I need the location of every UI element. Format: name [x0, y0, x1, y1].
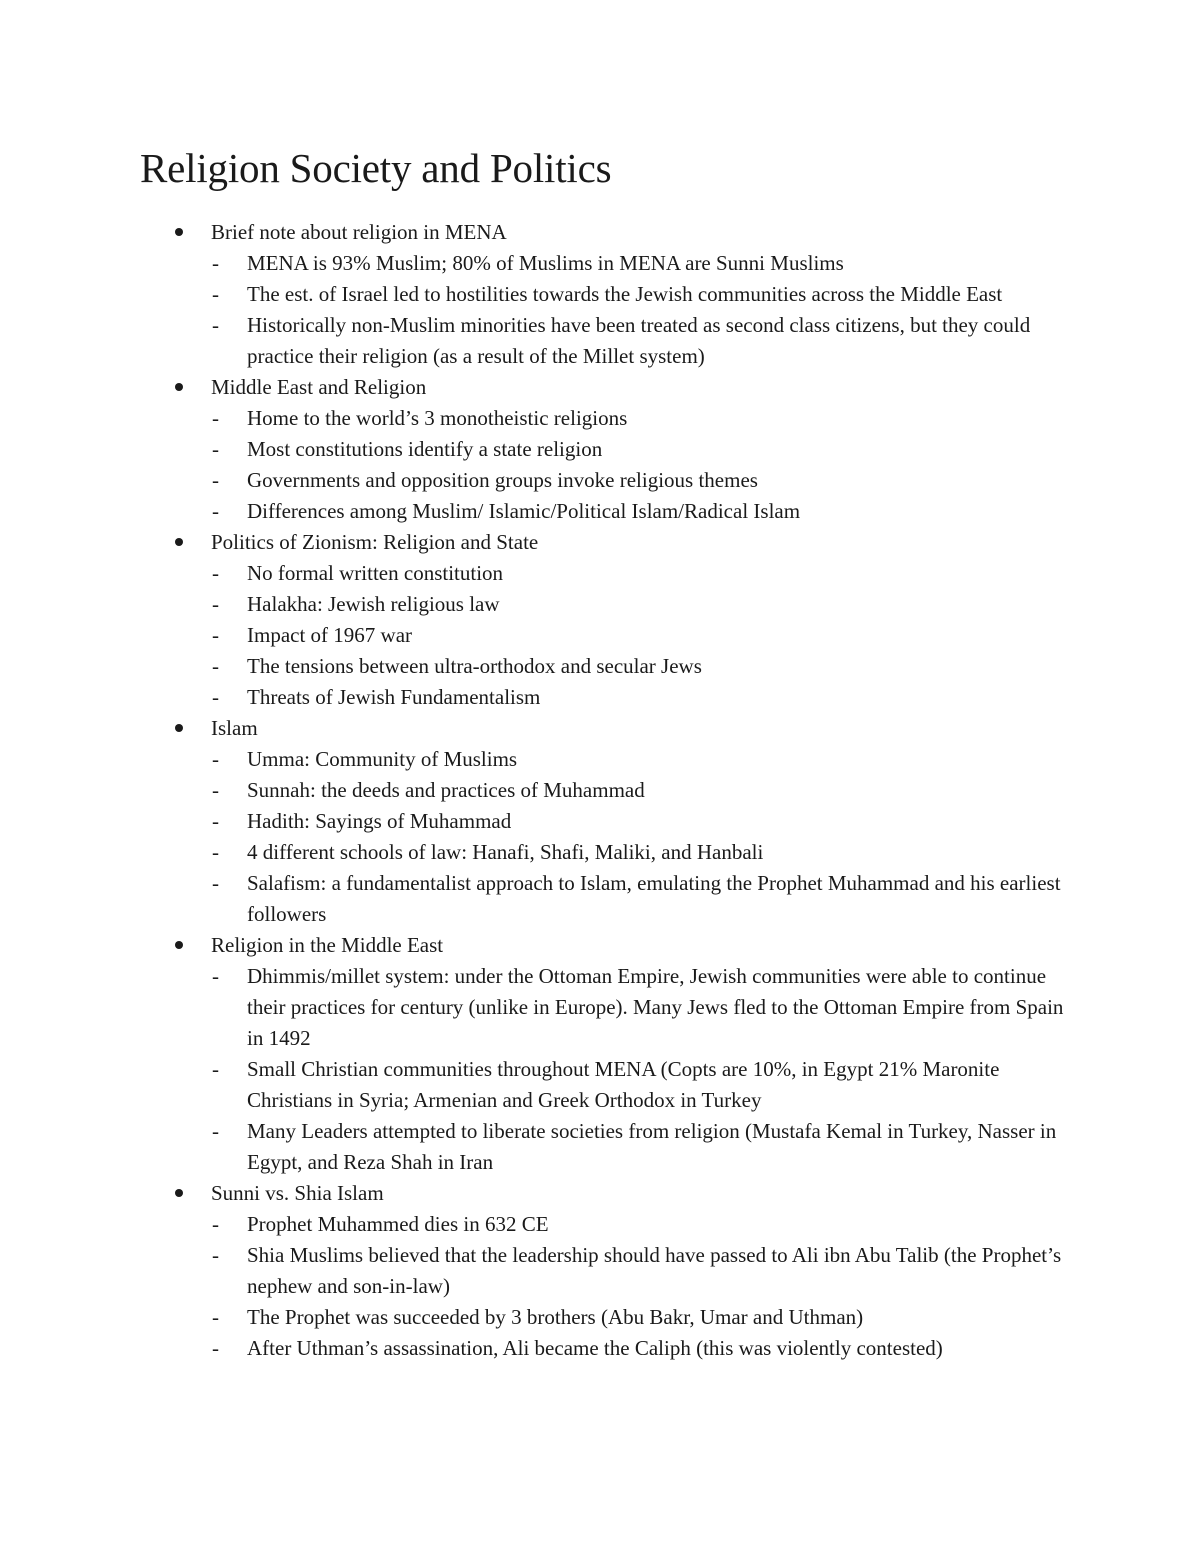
list-item-text: Many Leaders attempted to liberate societies from religion (Mustafa Kemal in Turkey, Nasser in Egypt, and Reza Shah in Iran — [247, 1119, 1057, 1174]
list-item — [0, 403, 1200, 434]
list-item — [0, 589, 1200, 620]
sub-list — [0, 403, 1200, 527]
list-item — [0, 868, 1200, 930]
list-item-text: MENA is 93% Muslim; 80% of Muslims in MENA are Sunni Muslims — [247, 251, 844, 275]
dash-bullet-icon: - — [212, 1336, 219, 1360]
list-item — [0, 744, 1200, 775]
list-item-text: Umma: Community of Muslims — [247, 747, 518, 771]
outline-section — [0, 930, 1200, 1178]
sub-list — [0, 248, 1200, 372]
section-heading: Middle East and Religion — [211, 375, 427, 399]
list-item — [0, 651, 1200, 682]
notes-outline — [0, 217, 1200, 1364]
section-heading-row — [0, 713, 1200, 744]
dash-bullet-icon: - — [212, 313, 219, 337]
list-item — [0, 682, 1200, 713]
dash-bullet-icon: - — [212, 623, 219, 647]
dash-bullet-icon: - — [212, 1243, 219, 1267]
dash-bullet-icon: - — [212, 406, 219, 430]
bullet-dot-icon — [175, 383, 183, 391]
dash-bullet-icon: - — [212, 499, 219, 523]
dash-bullet-icon: - — [212, 1057, 219, 1081]
section-heading: Politics of Zionism: Religion and State — [211, 530, 539, 554]
list-item-text: Salafism: a fundamentalist approach to Islam, emulating the Prophet Muhammad and his earliest followers — [247, 871, 1061, 926]
dash-bullet-icon: - — [212, 809, 219, 833]
page-title: Religion Society and Politics — [140, 145, 612, 191]
outline-section — [0, 1178, 1200, 1364]
list-item — [0, 1333, 1200, 1364]
list-item — [0, 1240, 1200, 1302]
outline-section — [0, 372, 1200, 527]
list-item — [0, 1302, 1200, 1333]
list-item — [0, 775, 1200, 806]
list-item-text: Historically non-Muslim minorities have been treated as second class citizens, but they could practice their religion (as a result of the Millet system) — [247, 313, 1031, 368]
sub-list — [0, 558, 1200, 713]
list-item — [0, 279, 1200, 310]
dash-bullet-icon: - — [212, 437, 219, 461]
list-item — [0, 310, 1200, 372]
bullet-dot-icon — [175, 228, 183, 236]
sub-list — [0, 744, 1200, 930]
list-item-text: Small Christian communities throughout MENA (Copts are 10%, in Egypt 21% Maronite Christians in Syria; Armenian and Greek Orthodox in Turkey — [247, 1057, 1000, 1112]
list-item — [0, 1054, 1200, 1116]
list-item — [0, 1116, 1200, 1178]
list-item-text: After Uthman’s assassination, Ali became the Caliph (this was violently contested) — [247, 1336, 943, 1360]
list-item-text: 4 different schools of law: Hanafi, Shafi, Maliki, and Hanbali — [247, 840, 764, 864]
dash-bullet-icon: - — [212, 747, 219, 771]
list-item-text: Prophet Muhammed dies in 632 CE — [247, 1212, 549, 1236]
list-item-text: Shia Muslims believed that the leadership should have passed to Ali ibn Abu Talib (the Prophet’s nephew and son-in-law) — [247, 1243, 1062, 1298]
sub-list — [0, 961, 1200, 1178]
list-item-text: Impact of 1967 war — [247, 623, 413, 647]
list-item-text: Threats of Jewish Fundamentalism — [247, 685, 541, 709]
bullet-dot-icon — [175, 724, 183, 732]
section-heading: Religion in the Middle East — [211, 933, 444, 957]
section-heading-row — [0, 1178, 1200, 1209]
list-item-text: Hadith: Sayings of Muhammad — [247, 809, 512, 833]
list-item — [0, 1209, 1200, 1240]
outline-section — [0, 217, 1200, 372]
list-item — [0, 961, 1200, 1054]
list-item-text: Differences among Muslim/ Islamic/Political Islam/Radical Islam — [247, 499, 801, 523]
list-item — [0, 434, 1200, 465]
list-item-text: Most constitutions identify a state religion — [247, 437, 603, 461]
dash-bullet-icon: - — [212, 964, 219, 988]
section-heading: Islam — [211, 716, 258, 740]
bullet-dot-icon — [175, 1189, 183, 1197]
bullet-dot-icon — [175, 941, 183, 949]
section-heading: Brief note about religion in MENA — [211, 220, 507, 244]
list-item-text: The Prophet was succeeded by 3 brothers (Abu Bakr, Umar and Uthman) — [247, 1305, 864, 1329]
list-item — [0, 620, 1200, 651]
list-item-text: The est. of Israel led to hostilities towards the Jewish communities across the Middle East — [247, 282, 1003, 306]
dash-bullet-icon: - — [212, 685, 219, 709]
dash-bullet-icon: - — [212, 282, 219, 306]
list-item-text: No formal written constitution — [247, 561, 504, 585]
section-heading: Sunni vs. Shia Islam — [211, 1181, 384, 1205]
list-item — [0, 837, 1200, 868]
dash-bullet-icon: - — [212, 1212, 219, 1236]
dash-bullet-icon: - — [212, 1305, 219, 1329]
outline-section — [0, 527, 1200, 713]
section-heading-row — [0, 930, 1200, 961]
dash-bullet-icon: - — [212, 251, 219, 275]
dash-bullet-icon: - — [212, 840, 219, 864]
bullet-dot-icon — [175, 538, 183, 546]
list-item-text: The tensions between ultra-orthodox and secular Jews — [247, 654, 702, 678]
dash-bullet-icon: - — [212, 1119, 219, 1143]
list-item-text: Governments and opposition groups invoke religious themes — [247, 468, 758, 492]
list-item — [0, 465, 1200, 496]
list-item — [0, 496, 1200, 527]
dash-bullet-icon: - — [212, 468, 219, 492]
list-item-text: Sunnah: the deeds and practices of Muhammad — [247, 778, 645, 802]
dash-bullet-icon: - — [212, 592, 219, 616]
section-heading-row — [0, 527, 1200, 558]
sub-list — [0, 1209, 1200, 1364]
dash-bullet-icon: - — [212, 778, 219, 802]
section-heading-row — [0, 217, 1200, 248]
list-item-text: Home to the world’s 3 monotheistic religions — [247, 406, 628, 430]
outline-section — [0, 713, 1200, 930]
section-heading-row — [0, 372, 1200, 403]
list-item — [0, 806, 1200, 837]
list-item — [0, 248, 1200, 279]
list-item — [0, 558, 1200, 589]
dash-bullet-icon: - — [212, 654, 219, 678]
list-item-text: Dhimmis/millet system: under the Ottoman Empire, Jewish communities were able to continue their practices for century (unlike in Europe). Many Jews fled to the Ottoman Empire from Spain in 1492 — [247, 964, 1064, 1050]
dash-bullet-icon: - — [212, 871, 219, 895]
list-item-text: Halakha: Jewish religious law — [247, 592, 500, 616]
dash-bullet-icon: - — [212, 561, 219, 585]
